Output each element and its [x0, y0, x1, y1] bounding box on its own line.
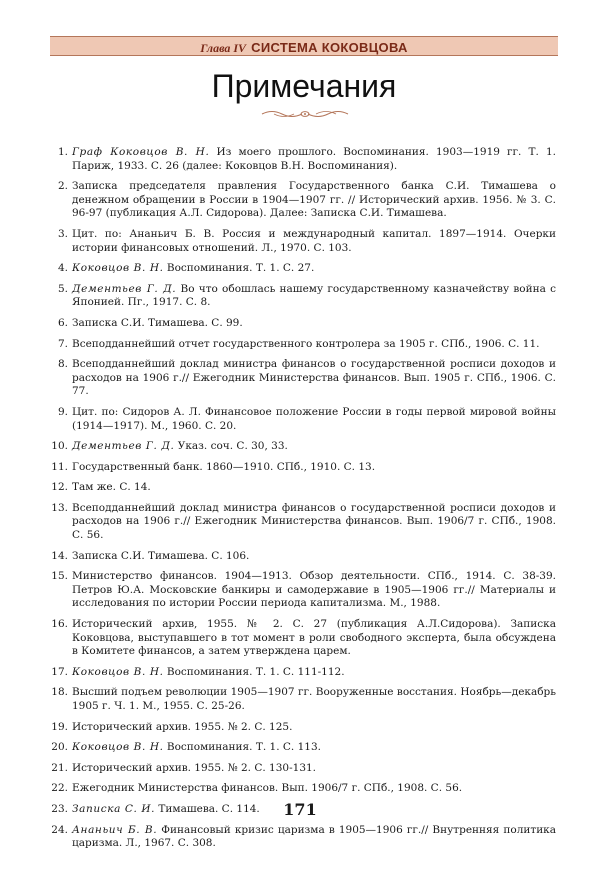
note-text — [72, 782, 556, 796]
note-item — [50, 338, 556, 352]
flourish-ornament-icon — [260, 108, 350, 120]
note-author: Коковцов В. Н. — [72, 262, 164, 275]
note-citation: Исторический архив, 1955. № 2. С. 27 (публикация А.Л.Сидорова). Записка Коковцова, выступавшего в тот момент в роли свободного эксперта, была обсуждена в Комитете финансов, а затем утверждена царем. — [72, 618, 556, 658]
note-citation: Исторический архив. 1955. № 2. С. 125. — [72, 720, 293, 733]
note-citation: Записка С.И. Тимашева. С. 106. — [72, 549, 250, 562]
note-number: 10. — [51, 440, 68, 453]
note-item — [50, 228, 556, 255]
note-text — [72, 461, 556, 475]
note-citation: Во что обошлась нашему государственному казначейству война с Японией. Пг., 1917. С. 8. — [72, 282, 556, 309]
note-text — [72, 406, 556, 433]
note-number: 6. — [57, 316, 68, 329]
chapter-header — [50, 36, 558, 56]
note-text — [72, 618, 556, 659]
note-text — [72, 228, 556, 255]
note-item — [50, 618, 556, 659]
note-citation: Там же. С. 14. — [72, 481, 151, 494]
note-author: Коковцов В. Н. — [72, 665, 164, 678]
note-number: 15. — [51, 570, 68, 583]
note-author: Коковцов В. Н. — [72, 741, 164, 754]
note-citation: Ежегодник Министерства финансов. Вып. 1906/7 г. СПб., 1908. С. 56. — [72, 782, 463, 795]
note-number: 17. — [51, 665, 68, 678]
note-item — [50, 762, 556, 776]
note-number: 20. — [51, 741, 68, 754]
note-citation: Воспоминания. Т. 1. С. 113. — [163, 741, 321, 754]
note-item — [50, 824, 556, 851]
note-item — [50, 317, 556, 331]
note-number: 21. — [51, 761, 68, 774]
note-item — [50, 406, 556, 433]
note-number: 8. — [57, 358, 68, 371]
note-item — [50, 666, 556, 680]
note-number: 1. — [57, 146, 68, 158]
note-author: Граф Коковцов В. Н. — [72, 146, 210, 158]
note-number: 18. — [51, 686, 68, 699]
note-number: 3. — [57, 227, 68, 240]
notes-list — [50, 146, 556, 858]
note-citation: Министерство финансов. 1904—1913. Обзор деятельности. СПб., 1914. С. 38-39. Петров Ю.А. Московские банкиры и самодержавие в 1905—1906 гг.// Материалы и исследования по истории России периода капитализма. М., 1988. — [72, 570, 556, 610]
note-text — [72, 762, 556, 776]
note-number: 4. — [57, 262, 68, 275]
note-item — [50, 570, 556, 611]
note-citation: Всеподданнейший доклад министра финансов о государственной росписи доходов и расходов на 1906 г.// Ежегодник Министерства финансов. Вып. 1905 г. СПб., 1906. С. 77. — [72, 358, 556, 398]
note-text — [72, 338, 556, 352]
note-number: 23. — [51, 802, 68, 815]
note-text — [72, 721, 556, 735]
page-title: Примечания — [211, 68, 397, 104]
note-text — [72, 317, 556, 331]
note-author: Дементьев Г. Д. — [72, 282, 177, 295]
note-item — [50, 741, 556, 755]
note-item — [50, 440, 556, 454]
note-text — [72, 283, 556, 310]
note-text — [72, 666, 556, 680]
note-text — [72, 824, 556, 851]
note-text — [72, 502, 556, 543]
note-citation: Всеподданнейший доклад министра финансов о государственной росписи доходов и расходов на 1906 г.// Ежегодник Министерства финансов. Вып. 1906/7 г. СПб., 1908. С. 56. — [72, 501, 556, 542]
chapter-label: Глава IV — [200, 41, 247, 55]
note-text — [72, 741, 556, 755]
note-citation: Записка С.И. Тимашева. С. 99. — [72, 316, 243, 329]
note-citation: Цит. по: Сидоров А. Л. Финансовое положение России в годы первой мировой войны (1914—1917). М., 1960. С. 20. — [72, 405, 556, 432]
note-number: 16. — [51, 618, 68, 631]
note-author: Дементьев Г. Д. — [72, 440, 175, 453]
note-item — [50, 461, 556, 475]
note-citation: Всеподданнейший отчет государственного контролера за 1905 г. СПб., 1906. С. 11. — [72, 337, 540, 350]
note-number: 13. — [51, 501, 68, 514]
note-author: Записка С. И. — [72, 802, 156, 815]
note-text — [72, 440, 556, 454]
page-number: 171 — [283, 800, 317, 819]
note-item — [50, 146, 556, 173]
note-number: 22. — [51, 782, 68, 795]
note-item — [50, 262, 556, 276]
note-citation: Тимашева. С. 114. — [155, 802, 260, 815]
note-item — [50, 721, 556, 735]
note-text — [72, 262, 556, 276]
note-number: 9. — [57, 405, 68, 418]
note-item — [50, 481, 556, 495]
note-text — [72, 180, 556, 221]
note-citation: Цит. по: Ананьич Б. В. Россия и международный капитал. 1897—1914. Очерки истории финансовых отношений. Л., 1970. С. 103. — [72, 227, 556, 254]
note-citation: Финансовый кризис царизма в 1905—1906 гг.// Внутренняя политика царизма. Л., 1967. С. 308. — [72, 823, 557, 850]
note-citation: Высший подъем революции 1905—1907 гг. Вооруженные восстания. Ноябрь—декабрь 1905 г. Ч. 1. М., 1955. С. 25-26. — [72, 686, 556, 712]
note-citation: Исторический архив. 1955. № 2. С. 130-131. — [72, 761, 317, 774]
note-number: 5. — [57, 282, 68, 295]
note-number: 24. — [51, 823, 68, 836]
note-text — [72, 686, 556, 713]
note-number: 2. — [57, 180, 68, 193]
note-citation: Воспоминания. Т. 1. С. 27. — [163, 262, 315, 275]
note-number: 12. — [51, 481, 68, 494]
note-citation: Воспоминания. Т. 1. С. 111-112. — [163, 665, 345, 678]
note-text — [72, 358, 556, 399]
note-text — [72, 570, 556, 611]
note-item — [50, 180, 556, 221]
note-item — [50, 283, 556, 310]
note-author: Ананьич Б. В. — [72, 823, 158, 836]
note-number: 7. — [57, 337, 68, 350]
note-number: 19. — [51, 720, 68, 733]
note-item — [50, 358, 556, 399]
chapter-title: СИСТЕМА КОКОВЦОВА — [251, 40, 408, 55]
note-item — [50, 782, 556, 796]
note-item — [50, 686, 556, 713]
note-citation: Из моего прошлого. Воспоминания. 1903—1919 гг. Т. 1. Париж, 1933. С. 26 (далее: Коковцов В.Н. Воспоминания). — [72, 146, 557, 172]
note-number: 14. — [51, 549, 68, 562]
note-citation: Государственный банк. 1860—1910. СПб., 1910. С. 13. — [72, 460, 376, 473]
note-text — [72, 146, 556, 173]
note-number: 11. — [51, 460, 68, 473]
note-text — [72, 550, 556, 564]
note-item — [50, 502, 556, 543]
note-citation: Записка председателя правления Государственного банка С.И. Тимашева о денежном обращении в России в 1904—1907 гг. // Исторический архив. 1956. № 3. С. 96-97 (публикация А.Л. Сидорова). Далее: Записка С.И. Тимашева. — [72, 180, 556, 220]
note-citation: Указ. соч. С. 30, 33. — [174, 440, 288, 453]
note-text — [72, 481, 556, 495]
note-item — [50, 550, 556, 564]
